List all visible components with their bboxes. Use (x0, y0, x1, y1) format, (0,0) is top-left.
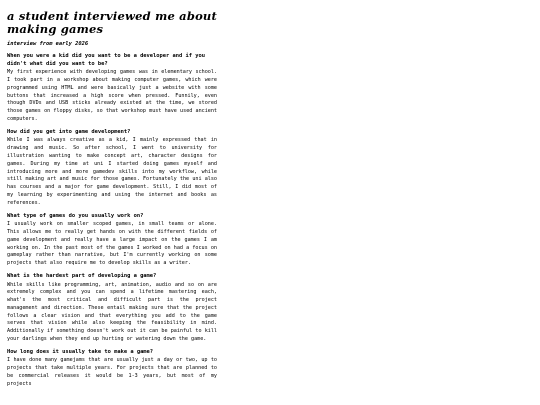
question: How long does it usually take to make a game? (7, 348, 154, 355)
qa-block-4 (7, 273, 217, 344)
qa-block-2 (7, 129, 217, 208)
question: How did you get into game development? (7, 128, 131, 135)
article-subtitle: interview from early 2026 (7, 41, 89, 47)
question: When you were a kid did you want to be a developer and if you didn't what did you want to be? (7, 53, 205, 67)
qa-block-1 (7, 53, 217, 124)
answer: While I was always creative as a kid, I mainly expressed that in drawing and music. So after school, I went to university for illustration wanting to make concept art, character designs for games. During my time at uni I started doing games myself and introducing more and more gamedev skills into my workflow, while still making art and music for those games. Fortunately the uni also has courses and a major for game development. Still, I did most of my learning by experimenting and using the internet and books as references. (7, 137, 217, 206)
question: What is the hardest part of developing a game? (7, 272, 157, 279)
answer: My first experience with developing games was in elementary school. I took part in a workshop about making computer games, which were programmed using HTML and were basically just a website with some buttons that increased a high score when pressed. Funnily, even though DVDs and USB sticks already existed at the time, we stored those games on floppy disks, so that workshop must have used ancient computers. (7, 69, 217, 122)
answer: I have done many gamejams that are usually just a day or two, up to projects that take multiple years. For projects that are planned to be commercial releases it would be 1-3 years, but most of my projects (7, 357, 217, 387)
answer: While skills like programming, art, animation, audio and so on are extremely complex and you can spend a lifetime mastering each, what's the most critical and difficult part is the project management and direction. These entail making sure that the project follows a clear vision and that everything you add to the game serves that vision while also keeping the feasibility in mind. Additionally if something doesn't work out it can be painful to kill your darlings when they end up hurting or watering down the game. (7, 281, 217, 343)
article-title: a student interviewed me about making games (7, 9, 218, 36)
answer: I usually work on smaller scoped games, in small teams or alone. This allows me to really get hands on with the different fields of game development and really have a large impact on the games I am working on. In the past most of the games I worked on had a focus on gameplay rather than narrative, but I'm currently working on some projects that also require me to develop skills as a writer. (7, 221, 217, 267)
qa-block-3 (7, 213, 217, 268)
question: What type of games do you usually work on? (7, 212, 144, 219)
interview-article (7, 10, 217, 394)
qa-block-5 (7, 349, 217, 389)
